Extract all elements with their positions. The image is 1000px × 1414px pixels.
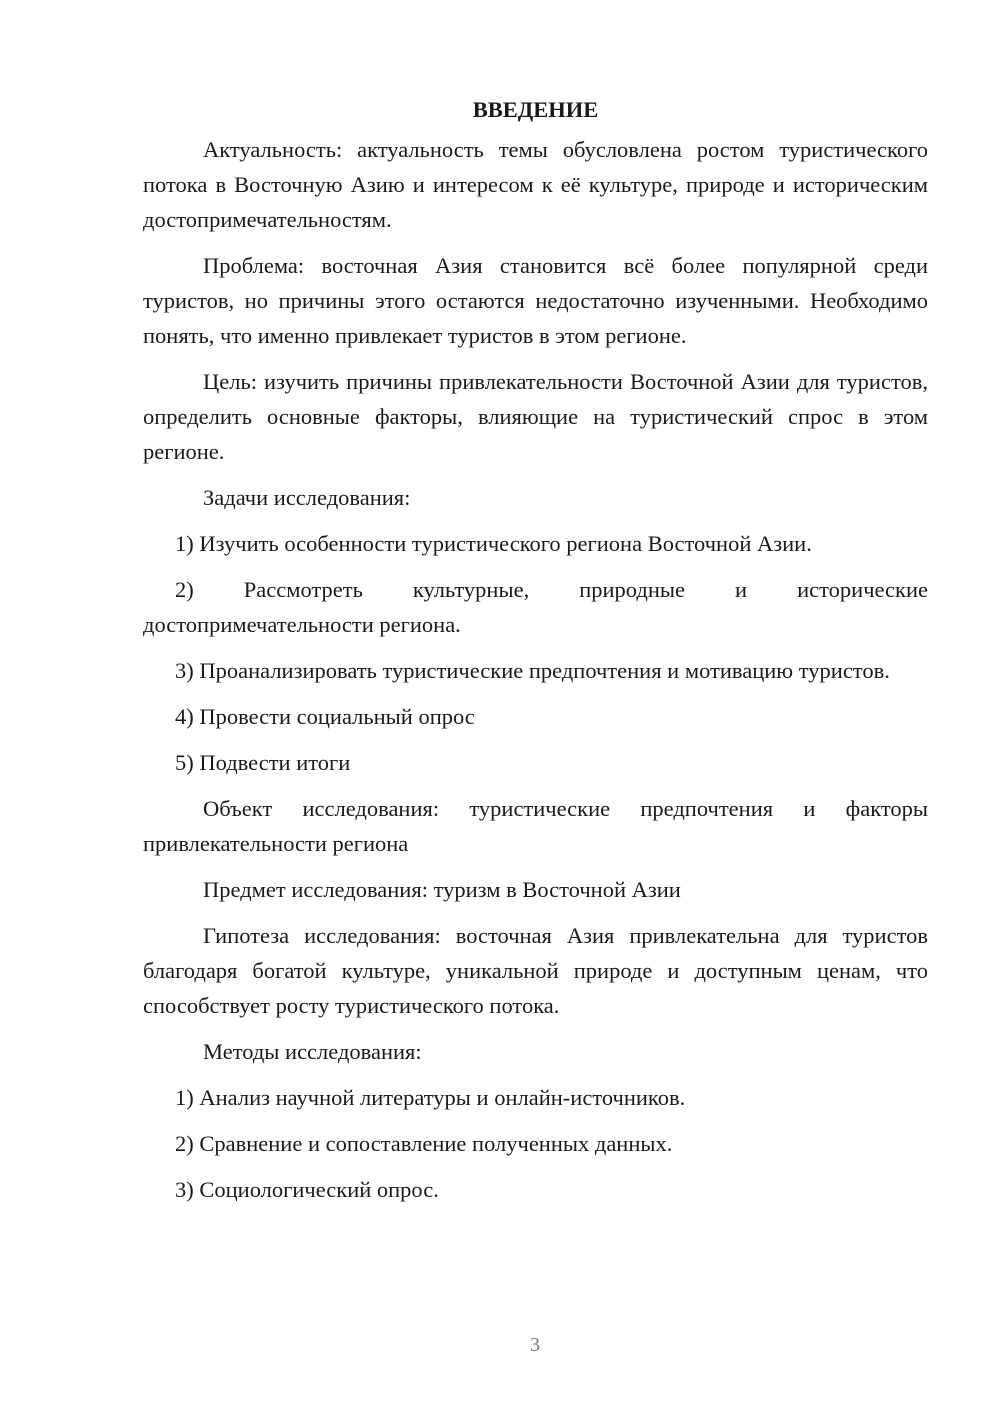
task-item: 1) Изучить особенности туристического региона Восточной Азии. (175, 531, 812, 556)
object-paragraph: Объект исследования: туристические предпочтения и факторы привлекательности региона (143, 796, 928, 856)
subject-paragraph: Предмет исследования: туризм в Восточной Азии (203, 877, 681, 902)
task-item: 5) Подвести итоги (175, 750, 351, 775)
method-item: 2) Сравнение и сопоставление полученных данных. (175, 1131, 673, 1156)
goal-paragraph: Цель: изучить причины привлекательности Восточной Азии для туристов, определить основные факторы, влияющие на туристический спрос в этом регионе. (143, 369, 928, 464)
document-page (143, 92, 928, 1207)
task-item: 3) Проанализировать туристические предпочтения и мотивацию туристов. (175, 658, 890, 683)
page-number: 3 (530, 1334, 540, 1356)
method-item: 3) Социологический опрос. (175, 1177, 439, 1202)
relevance-paragraph: Актуальность: актуальность темы обусловлена ростом туристического потока в Восточную Азию и интересом к её культуре, природе и историческим достопримечательностям. (143, 137, 928, 232)
section-title: ВВЕДЕНИЕ (472, 97, 599, 122)
task-item: 2) Рассмотреть культурные, природные и исторические достопримечательности региона. (143, 577, 928, 637)
tasks-heading: Задачи исследования: (203, 485, 411, 510)
methods-heading: Методы исследования: (203, 1039, 422, 1064)
hypothesis-paragraph: Гипотеза исследования: восточная Азия привлекательна для туристов благодаря богатой культуре, уникальной природе и доступным ценам, что способствует росту туристического потока. (143, 923, 928, 1018)
task-item: 4) Провести социальный опрос (175, 704, 475, 729)
problem-paragraph: Проблема: восточная Азия становится всё более популярной среди туристов, но причины этого остаются недостаточно изученными. Необходимо понять, что именно привлекает туристов в этом регионе. (143, 253, 928, 348)
method-item: 1) Анализ научной литературы и онлайн-источников. (175, 1085, 686, 1110)
